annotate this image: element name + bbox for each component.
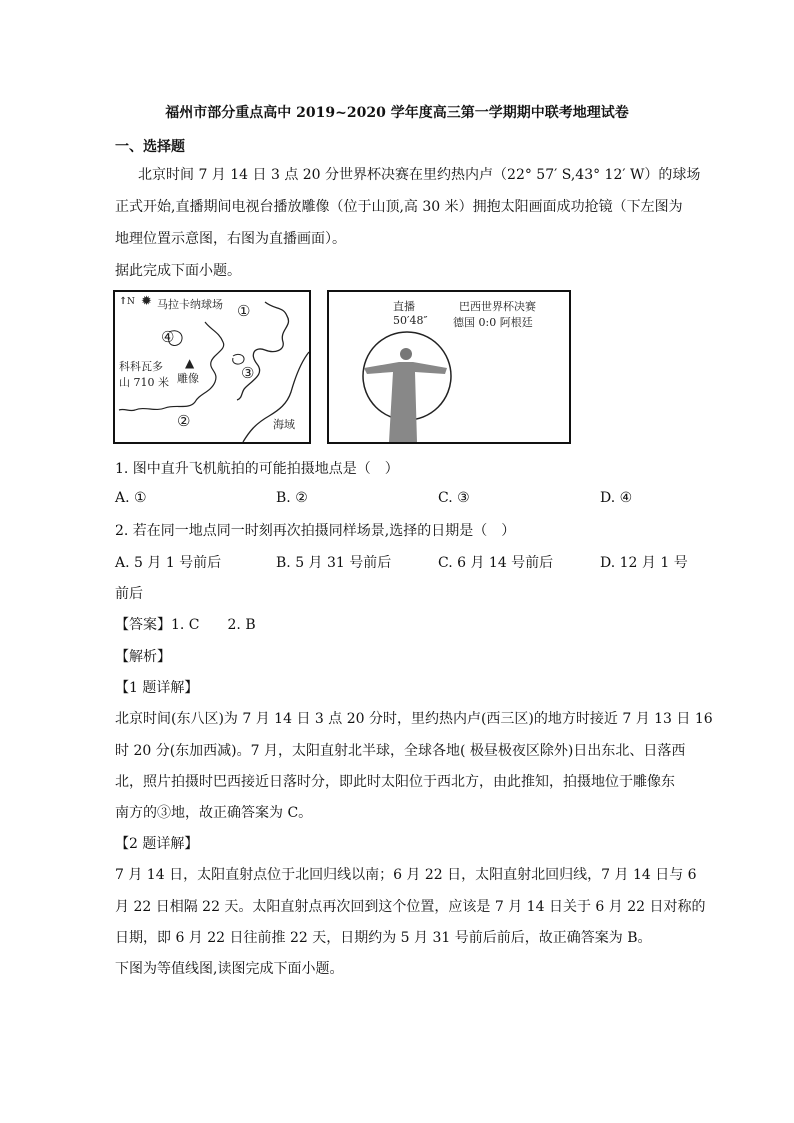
detail-1-line-2: 时 20 分(东加西减)。7 月，太阳直射北半球，全球各地( 极昼极夜区除外)日出东北、日落西 (115, 743, 686, 759)
detail-2-line-1: 7 月 14 日，太阳直射点位于北回归线以南；6 月 22 日，太阳直射北回归线，7 月 14 日与 6 (115, 867, 697, 883)
question-1-option-a: A. ① (115, 490, 147, 506)
question-2-option-d-continued: 前后 (115, 586, 143, 602)
north-label: N (127, 297, 135, 307)
page-title: 福州市部分重点高中 2019~2020 学年度高三第一学期期中联考地理试卷 (165, 105, 629, 121)
match-title: 巴西世界杯决赛 (459, 300, 536, 313)
question-1-option-b: B. ② (276, 490, 308, 506)
intro-line-4: 据此完成下面小题。 (115, 263, 241, 279)
intro-line-1: 北京时间 7 月 14 日 3 点 20 分世界杯决赛在里约热内卢（22° 57′ S,43° 12′ W）的球场 (138, 167, 701, 183)
location-2-label: ② (177, 412, 191, 430)
statue-label: 雕像 (177, 372, 199, 385)
sea-label: 海域 (273, 418, 295, 431)
sun-stadium-icon: ✹ (141, 294, 152, 309)
intro-line-2: 正式开始,直播期间电视台播放雕像（位于山顶,高 30 米）拥抱太阳画面成功抢镜（下左图为 (115, 199, 683, 215)
live-label: 直播 (393, 300, 415, 313)
detail-1-heading: 【1 题详解】 (115, 680, 199, 696)
detail-2-line-3: 日期，即 6 月 22 日往前推 22 天，日期约为 5 月 31 号前后前后，故正确答案为 B。 (115, 930, 652, 946)
section-heading: 一、选择题 (115, 139, 185, 155)
intro-line-3: 地理位置示意图，右图为直播画面）。 (115, 231, 346, 247)
question-1-stem: 1. 图中直升飞机航拍的可能拍摄地点是（ ） (115, 461, 399, 477)
detail-1-line-3: 北，照片拍摄时巴西接近日落时分，即此时太阳位于西北方，由此推知，拍摄地位于雕像东 (115, 774, 675, 790)
detail-1-line-1: 北京时间(东八区)为 7 月 14 日 3 点 20 分时，里约热内卢(西三区)的地方时接近 7 月 13 日 16 (115, 711, 713, 727)
answer-line: 【答案】1. C 2. B (115, 617, 256, 633)
north-arrow-icon: ↑ (119, 296, 128, 307)
detail-1-line-4: 南方的③地，故正确答案为 C。 (115, 805, 313, 821)
question-2-option-b: B. 5 月 31 号前后 (276, 555, 392, 571)
statue-triangle-icon: ▲ (185, 356, 195, 370)
location-map-figure (113, 290, 311, 444)
mountain-label-line2: 山 710 米 (119, 376, 169, 389)
question-2-option-a: A. 5 月 1 号前后 (115, 555, 222, 571)
question-2-option-c: C. 6 月 14 号前后 (438, 555, 554, 571)
stadium-label: 马拉卡纳球场 (157, 298, 223, 311)
match-time: 50′48″ (393, 314, 428, 327)
question-2-option-d: D. 12 月 1 号 (600, 555, 688, 571)
location-3-label: ③ (241, 364, 255, 382)
question-2-stem: 2. 若在同一地点同一时刻再次拍摄同样场景,选择的日期是（ ） (115, 523, 516, 539)
sun-and-statue-drawing (329, 292, 569, 442)
analysis-heading: 【解析】 (115, 649, 171, 665)
match-score: 德国 0:0 阿根廷 (453, 316, 533, 329)
location-4-label: ④ (161, 328, 175, 346)
broadcast-screen-figure (327, 290, 571, 444)
next-instruction: 下图为等值线图,读图完成下面小题。 (115, 961, 344, 977)
location-1-label: ① (237, 302, 251, 320)
question-1-option-d: D. ④ (600, 490, 633, 506)
detail-2-line-2: 月 22 日相隔 22 天。太阳直射点再次回到这个位置，应该是 7 月 14 日关于 6 月 22 日对称的 (115, 899, 706, 915)
question-1-option-c: C. ③ (438, 490, 470, 506)
mountain-label-line1: 科科瓦多 (119, 360, 163, 373)
detail-2-heading: 【2 题详解】 (115, 836, 199, 852)
